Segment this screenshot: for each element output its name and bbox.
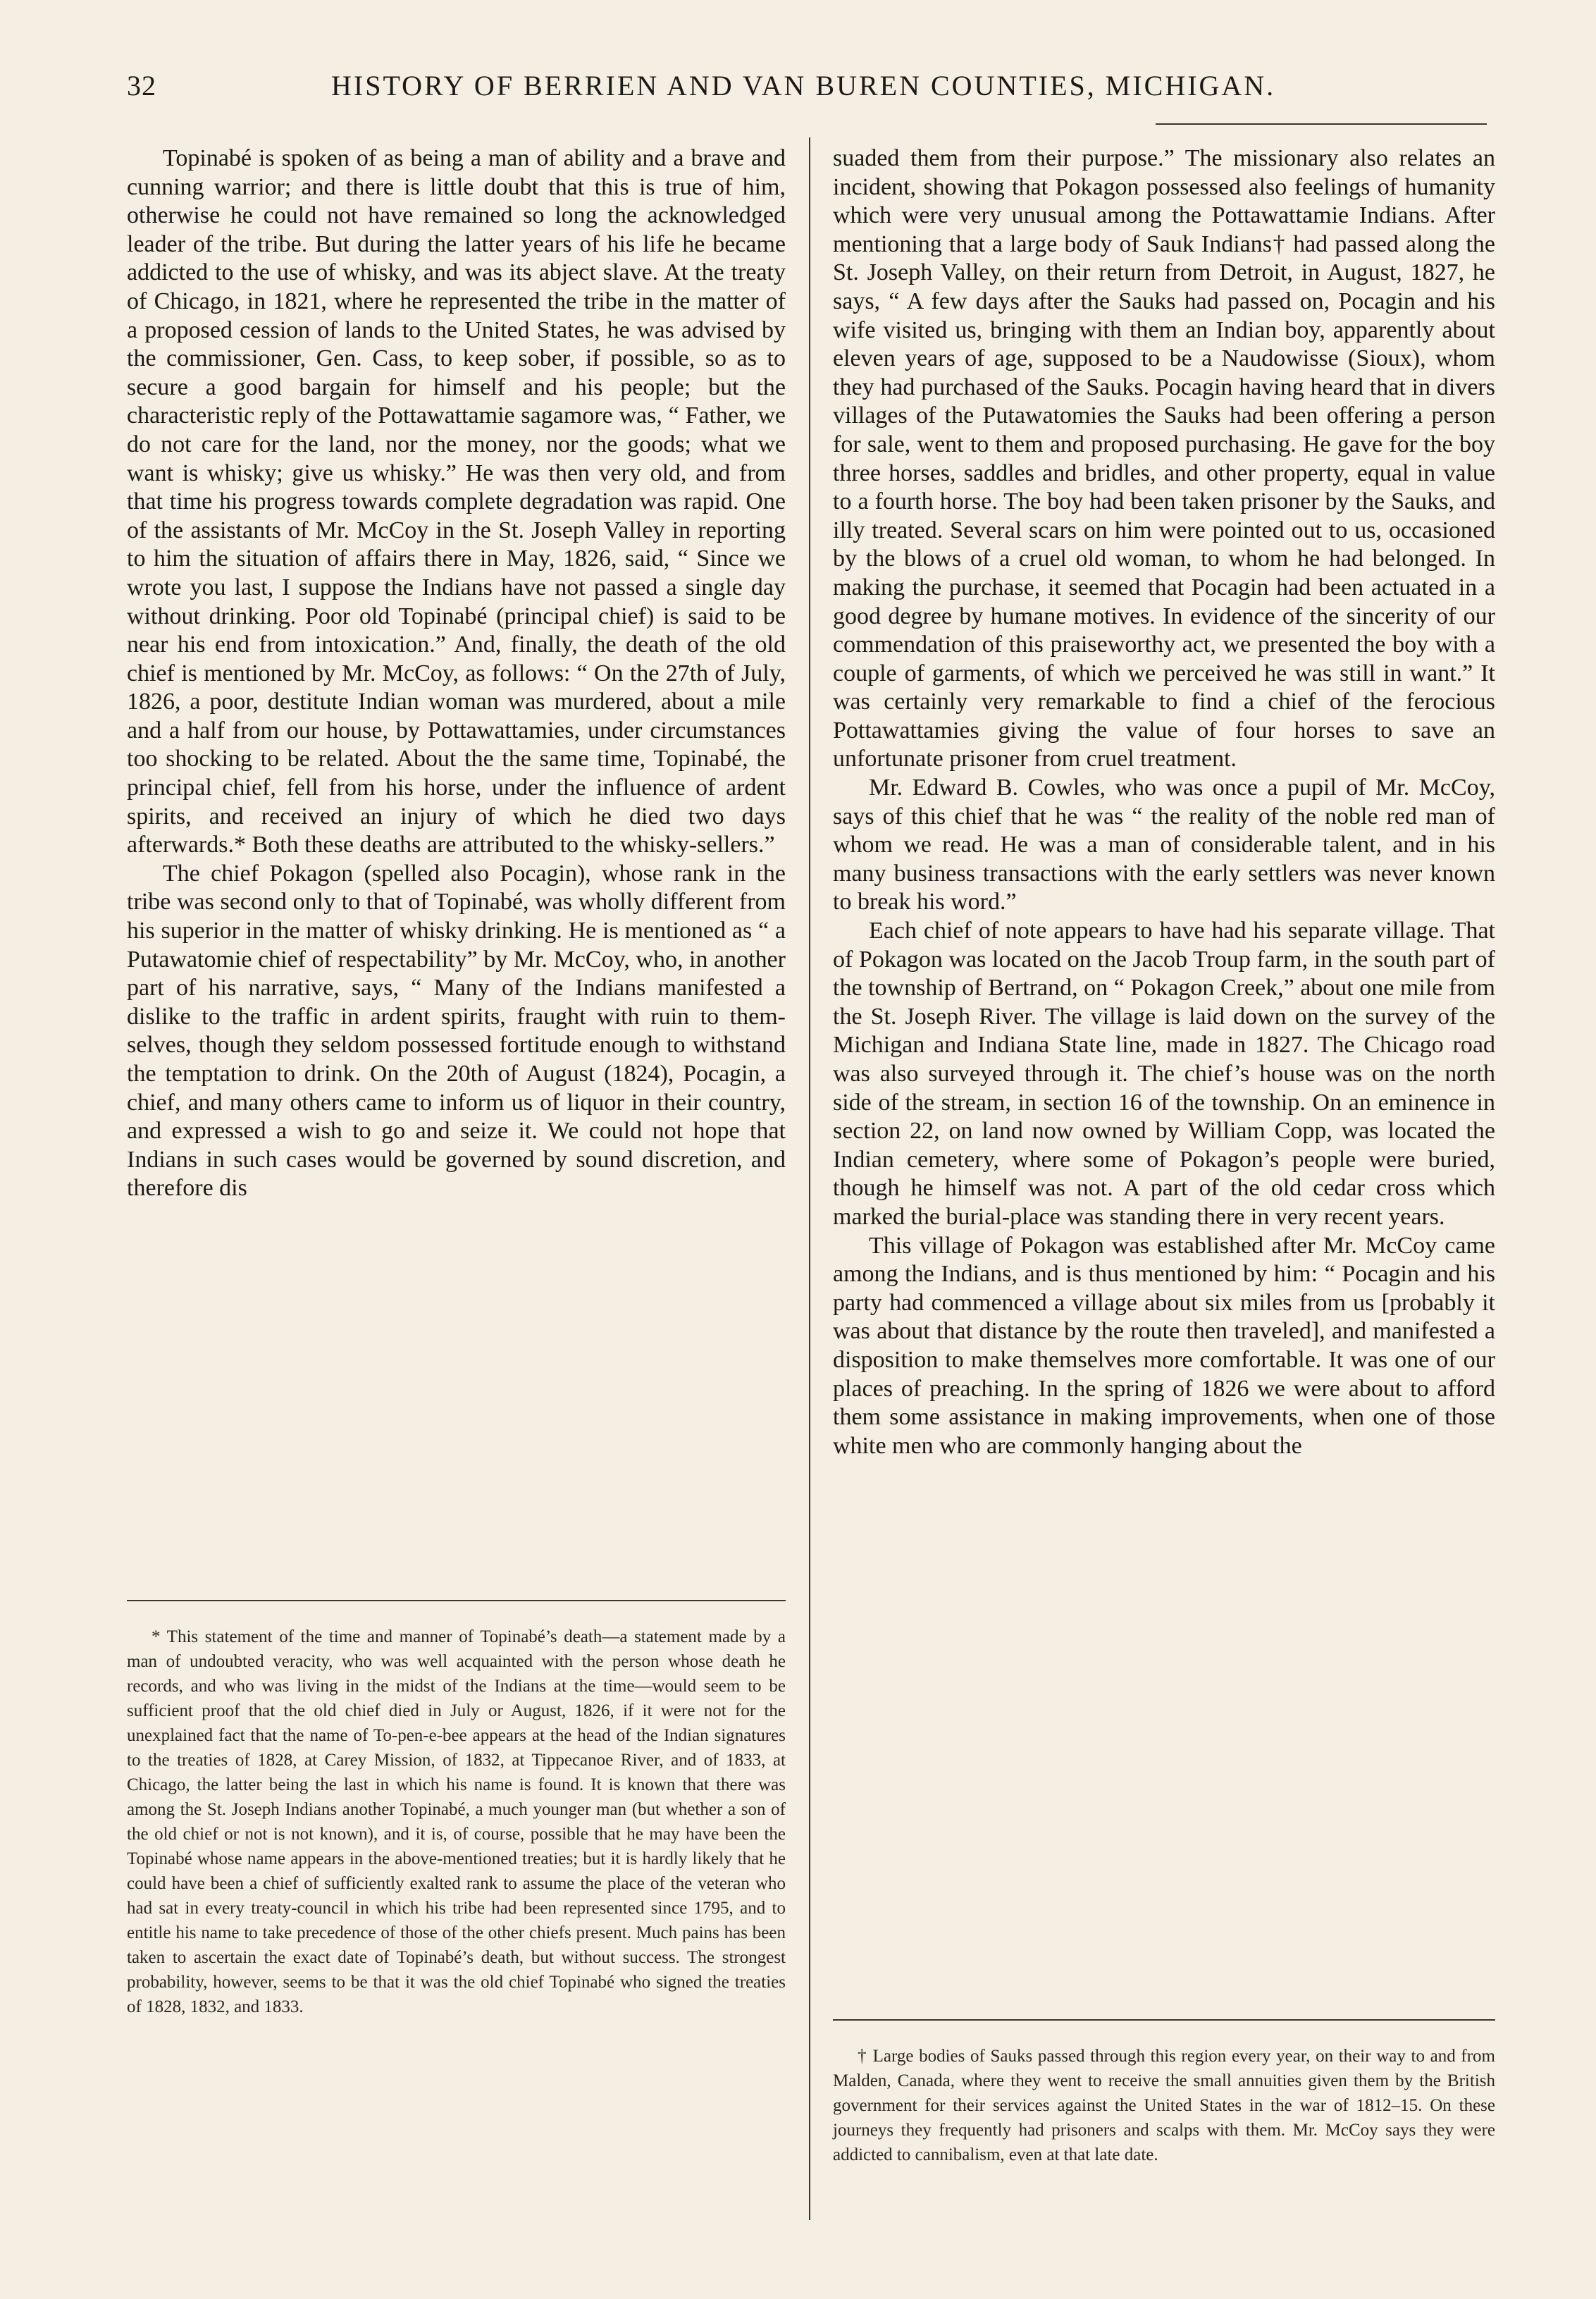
footnote-rule-left — [127, 1600, 786, 1601]
header-rule — [1156, 123, 1487, 125]
left-column — [127, 144, 786, 1203]
footnote-right — [833, 2044, 1495, 2167]
paragraph-continued: suaded them from their purpose.” The missionary also relates an incident, showing that Pokagon possessed also feelings of humanity which were very unusual among the Pottawattamie Indians. After mentioning that a large body of Sauk Indians† had passed along the St. Joseph Valley, on their return from Detroit, in August, 1827, he says, “ A few days after the Sauks had passed on, Pocagin and his wife visited us, bringing with them an Indian boy, apparently about eleven years of age, supposed to be a Naudowisse (Sioux), whom they had purchased of the Sauks. Pocagin having heard that in divers villages of the Putawatomies the Sauks had been offering a person for sale, went to them and proposed purchasing. He gave for the boy three horses, saddles and bridles, and other property, equal in value to a fourth horse. The boy had been taken prisoner by the Sauks, and illy treated. Several scars on him were pointed out to us, occasioned by the blows of a cruel old woman, to whom he had belonged. In making the purchase, it seemed that Pocagin had been actuated in a good degree by humane motives. In evidence of the sincerity of our commendation of this praiseworthy act, we presented the boy with a couple of garments, of which we perceived he was still in want.” It was certainly very remarkable to find a chief of the ferocious Pottawattamies giving the value of four horses to save an unfortunate prisoner from cruel treatment. — [833, 145, 1495, 772]
page-header — [127, 69, 1480, 111]
paragraph-cowles: Mr. Edward B. Cowles, who was once a pupil of Mr. McCoy, says of this chief that he was “ the reality of the noble red man of whom we read. He was a man of considerable talent, and in his many business transactions with the early settlers was never known to break his word.” — [833, 775, 1495, 916]
paragraph-topinabe: Topinabé is spoken of as being a man of ability and a brave and cunning warrior; and there is little doubt that this is true of him, otherwise he could not have remained so long the acknowledged leader of the tribe. But during the latter years of his life he became addicted to the use of whisky, and was its abject slave. At the treaty of Chicago, in 1821, where he represented the tribe in the matter of a proposed cession of lands to the United States, he was advised by the commissioner, Gen. Cass, to keep sober, if possible, so as to secure a good bargain for himself and his people; but the characteristic reply of the Pottawattamie sagamore was, “ Father, we do not care for the land, nor the money, nor the goods; what we want is whisky; give us whisky.” He was then very old, and from that time his progress towards complete degradation was rapid. One of the assistants of Mr. McCoy in the St. Joseph Valley in reporting to him the situation of affairs there in May, 1826, said, “ Since we wrote you last, I suppose the Indians have not passed a single day without drinking. Poor old Topinabé (principal chief) is said to be near his end from intoxication.” And, finally, the death of the old chief is mentioned by Mr. McCoy, as follows: “ On the 27th of July, 1826, a poor, destitute Indian woman was murdered, about a mile and a half from our house, by Pottawattamies, under circumstances too shocking to be related. About the the same time, Topinabé, the principal chief, fell from his horse, under the influence of ardent spirits, and received an injury of which he died two days afterwards.* Both these deaths are attributed to the whisky-sellers.” — [127, 145, 786, 858]
page-number: 32 — [127, 70, 156, 101]
paragraph-pokagon: The chief Pokagon (spelled also Pocagin), whose rank in the tribe was second only to that of Topinabé, was wholly different from his superior in the matter of whisky drinking. He is mentioned as “ a Putawatomie chief of respectability” by Mr. McCoy, who, in another part of his narrative, says, “ Many of the Indians manifested a dislike to the traffic in ardent spirits, fraught with ruin to themselves, though they seldom possessed fortitude enough to withstand the temptation to drink. On the 20th of August (1824), Pocagin, a chief, and many others came to inform us of liquor in their country, and expressed a wish to go and seize it. We could not hope that Indians in such cases would be governed by sound discretion, and therefore dis — [127, 860, 786, 1202]
paragraph-village: Each chief of note appears to have had his separate village. That of Pokagon was located on the Jacob Troup farm, in the south part of the township of Bertrand, on “ Pokagon Creek,” about one mile from the St. Joseph River. The village is laid down on the survey of the Michigan and Indiana State line, made in 1827. The Chicago road was also surveyed through it. The chief’s house was on the north side of the stream, in section 16 of the township. On an eminence in section 22, on land now owned by William Copp, was located the Indian cemetery, where some of Pokagon’s people were buried, though he himself was not. A part of the old cedar cross which marked the burial-place was standing there in very recent years. — [833, 918, 1495, 1230]
column-divider — [809, 137, 810, 2220]
footnote-sauks: † Large bodies of Sauks passed through this region every year, on their way to and from Malden, Canada, where they went to receive the small annuities given them by the British government for their services against the United States in the war of 1812–15. On these journeys they frequently had prisoners and scalps with them. Mr. McCoy says they were addicted to cannibalism, even at that late date. — [833, 2047, 1495, 2164]
right-column — [833, 144, 1495, 1460]
footnote-topinabe-death: * This statement of the time and manner of Topinabé’s death—a statement made by a man of undoubted veracity, who was well acquainted with the person whose death he records, and who was living in the midst of the Indians at the time—would seem to be sufficient proof that the old chief died in July or August, 1826, if it were not for the unexplained fact that the name of To-pen-e-bee appears at the head of the Indian signatures to the treaties of 1828, at Carey Mission, of 1832, at Tippecanoe River, and of 1833, at Chicago, the latter being the last in which his name is found. It is known that there was among the St. Joseph Indians another Topinabé, a much younger man (but whether a son of the old chief or not is not known), and it is, of course, possible that he may have been the Topinabé whose name appears in the above-mentioned treaties; but it is hardly likely that he could have been a chief of sufficiently exalted rank to assume the place of the veteran who had sat in every treaty-council in which his tribe had been represented since 1795, and to entitle his name to take precedence of those of the other chiefs present. Much pains has been taken to ascertain the exact date of Topinabé’s death, but without success. The strongest probability, however, seems to be that it was the old chief Topinabé who signed the treaties of 1828, 1832, and 1833. — [127, 1627, 786, 2016]
paragraph-mccoy-village: This village of Pokagon was established after Mr. McCoy came among the Indians, and is thus mentioned by him: “ Pocagin and his party had commenced a village about six miles from us [probably it was about that distance by the route then traveled], and manifested a disposition to make themselves more comfortable. It was one of our places of preaching. In the spring of 1826 we were about to afford them some assistance in making improvements, when one of those white men who are commonly hanging about the — [833, 1232, 1495, 1459]
running-head-title: HISTORY OF BERRIEN AND VAN BUREN COUNTIES, MICHIGAN. — [331, 70, 1276, 101]
footnote-left — [127, 1625, 786, 2019]
footnote-rule-right — [833, 2019, 1495, 2021]
